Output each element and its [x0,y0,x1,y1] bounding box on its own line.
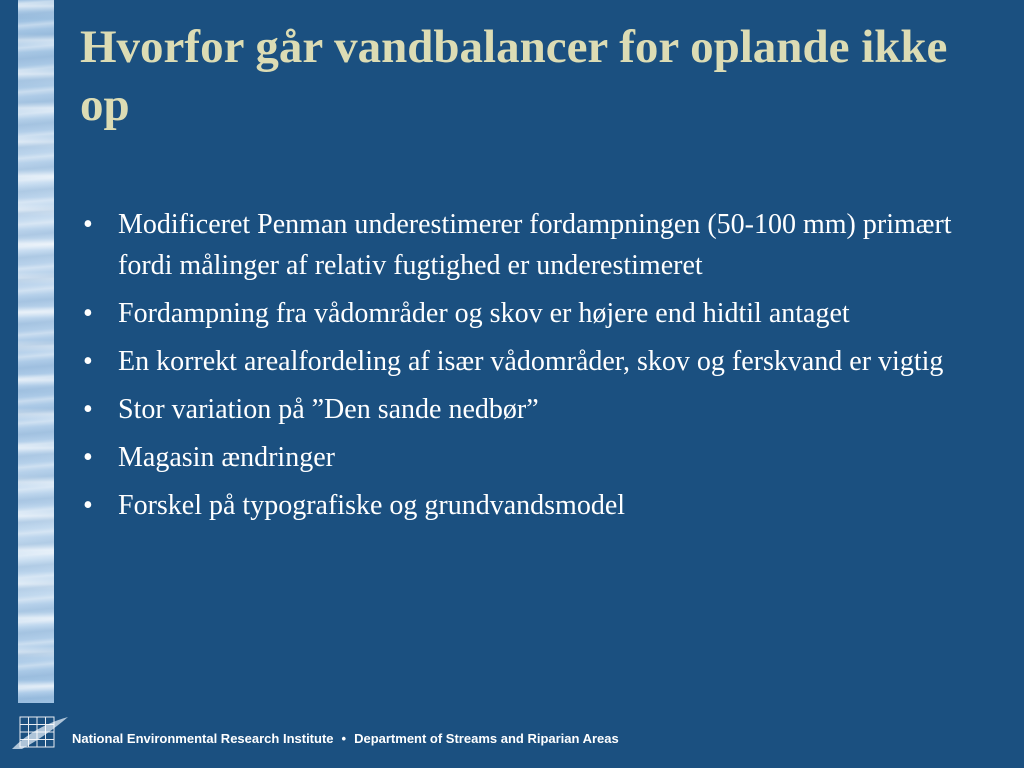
bullet-symbol: • [83,490,93,521]
bullet-symbol: • [83,346,93,377]
water-decoration-strip [18,0,54,703]
neri-logo-icon [10,711,70,751]
bullet-symbol: • [83,442,93,473]
bullet-symbol: • [83,298,93,329]
footer [0,704,1024,768]
footer-text [72,731,619,746]
bullet-symbol: • [83,209,93,240]
bullet-item [80,485,980,526]
bullet-text: Modificeret Penman underestimerer fordampningen (50-100 mm) primært fordi målinger af relativ fugtighed er underestimeret [118,209,952,281]
bullet-text: Forskel på typografiske og grundvandsmodel [118,490,626,521]
bullet-text: Fordampning fra vådområder og skov er højere end hidtil antaget [118,298,850,329]
footer-institute: National Environmental Research Institute [72,731,334,746]
bullet-item [80,437,980,478]
bullet-item [80,293,980,334]
bullet-item [80,341,980,382]
bullet-symbol: • [83,394,93,425]
footer-separator: • [341,731,347,746]
footer-department: Department of Streams and Riparian Areas [354,731,619,746]
bullet-text: Stor variation på ”Den sande nedbør” [118,394,539,425]
bullet-text: En korrekt arealfordeling af især vådområder, skov og ferskvand er vigtig [118,346,944,377]
bullet-item [80,389,980,430]
bullet-item [80,204,980,286]
bullet-text: Magasin ændringer [118,442,335,473]
slide-title: Hvorfor går vandbalancer for oplande ikke op [80,21,948,131]
bullet-list [80,204,980,533]
